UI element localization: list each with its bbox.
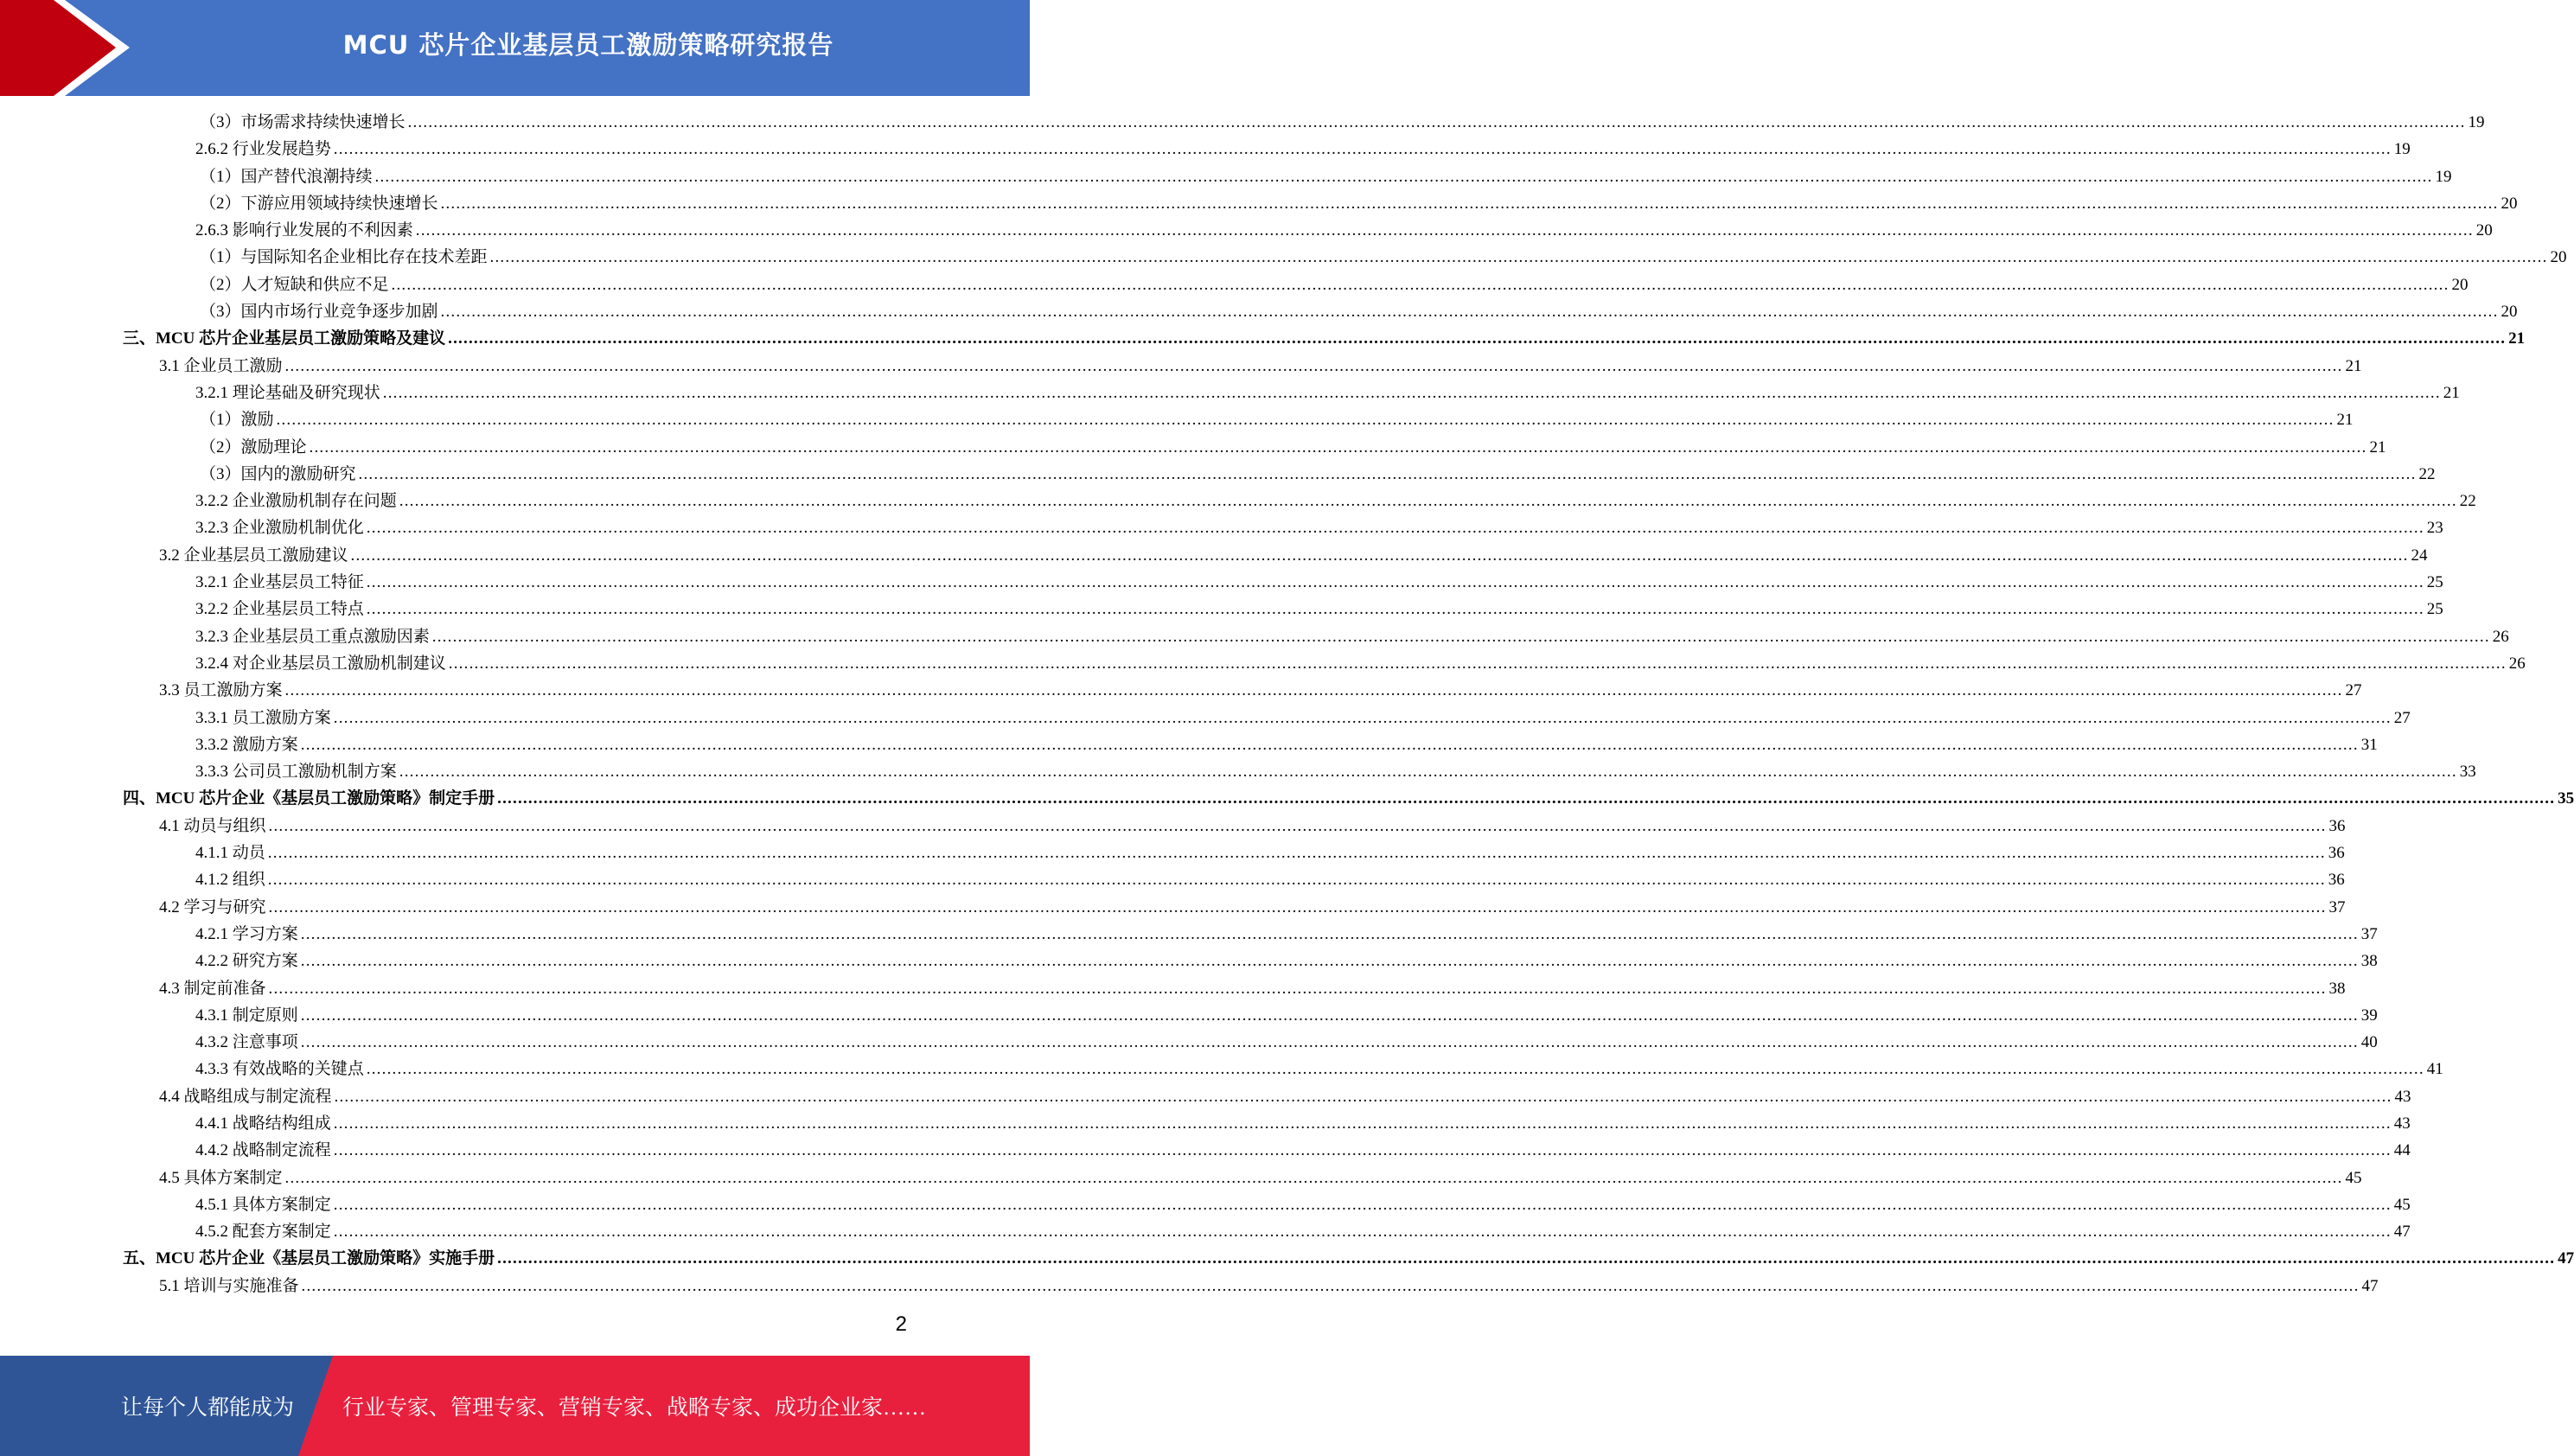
toc-entry[interactable] <box>123 1002 2378 1029</box>
toc-entry-page: 43 <box>2393 1114 2411 1133</box>
toc-entry-page: 25 <box>2426 600 2443 619</box>
toc-entry[interactable] <box>123 461 2436 488</box>
toc-entry-page: 40 <box>2360 1033 2378 1052</box>
toc-entry-label: 3.3.2 激励方案 <box>195 735 298 754</box>
toc-leader-dots: ................................................................................................................................................................................................................................................................................................................................................................................................................ <box>333 1195 2392 1214</box>
toc-leader-dots: ................................................................................................................................................................................................................................................................................................................................................................................................................ <box>268 897 2327 916</box>
toc-entry[interactable] <box>123 1245 2574 1272</box>
toc-entry-page: 31 <box>2360 735 2378 754</box>
toc-entry[interactable] <box>123 813 2346 840</box>
toc-leader-dots: ................................................................................................................................................................................................................................................................................................................................................................................................................ <box>300 924 2359 943</box>
toc-entry-label: 4.5.2 配套方案制定 <box>195 1223 331 1242</box>
toc-entry-label: 3.1 企业员工激励 <box>159 356 283 375</box>
toc-entry-page: 44 <box>2393 1141 2411 1160</box>
toc-entry-label: 4.4 战略组成与制定流程 <box>159 1087 332 1106</box>
toc-entry[interactable] <box>123 596 2443 623</box>
page-header <box>0 0 1030 96</box>
page-footer <box>0 1356 1030 1456</box>
toc-entry-page: 43 <box>2394 1087 2411 1106</box>
toc-leader-dots: ................................................................................................................................................................................................................................................................................................................................................................................................................ <box>415 221 2474 240</box>
toc-entry-label: 3.3.3 公司员工激励机制方案 <box>195 763 397 782</box>
toc-leader-dots: ................................................................................................................................................................................................................................................................................................................................................................................................................ <box>267 844 2326 863</box>
toc-leader-dots: ................................................................................................................................................................................................................................................................................................................................................................................................................ <box>366 1060 2424 1079</box>
toc-leader-dots: ................................................................................................................................................................................................................................................................................................................................................................................................................ <box>399 763 2457 782</box>
toc-leader-dots: ................................................................................................................................................................................................................................................................................................................................................................................................................ <box>440 303 2499 322</box>
toc-leader-dots: ................................................................................................................................................................................................................................................................................................................................................................................................................ <box>268 816 2327 835</box>
toc-entry[interactable] <box>123 434 2386 461</box>
toc-entry-label: 4.5 具体方案制定 <box>159 1168 283 1187</box>
toc-entry-label: 4.3.1 制定原则 <box>195 1006 298 1025</box>
toc-leader-dots: ................................................................................................................................................................................................................................................................................................................................................................................................................ <box>333 708 2392 727</box>
toc-entry-page: 26 <box>2508 654 2526 673</box>
toc-entry-label: （2）激励理论 <box>200 437 307 457</box>
toc-entry[interactable] <box>123 542 2428 569</box>
toc-leader-dots: ................................................................................................................................................................................................................................................................................................................................................................................................................ <box>440 194 2499 213</box>
toc-entry-label: 4.2.1 学习方案 <box>195 924 298 943</box>
toc-entry-label: （2）人才短缺和供应不足 <box>200 275 389 294</box>
toc-leader-dots: ................................................................................................................................................................................................................................................................................................................................................................................................................ <box>300 952 2359 971</box>
toc-entry[interactable] <box>123 353 2362 380</box>
toc-entry-page: 22 <box>2418 464 2436 483</box>
toc-entry[interactable] <box>123 1218 2411 1245</box>
toc-entry-label: 三、MCU 芯片企业基层员工激励策略及建议 <box>123 329 446 348</box>
toc-entry[interactable] <box>123 325 2526 352</box>
page-number: 2 <box>895 1312 907 1336</box>
toc-entry-label: 4.3.2 注意事项 <box>195 1033 298 1052</box>
toc-entry-label: 2.6.2 行业发展趋势 <box>195 140 331 159</box>
toc-entry-page: 27 <box>2345 681 2362 700</box>
toc-entry[interactable] <box>123 866 2345 893</box>
toc-entry-page: 41 <box>2426 1060 2443 1079</box>
toc-leader-dots: ................................................................................................................................................................................................................................................................................................................................................................................................................ <box>374 167 2433 186</box>
toc-leader-dots: ................................................................................................................................................................................................................................................................................................................................................................................................................ <box>284 681 2343 700</box>
toc-entry-page: 23 <box>2426 519 2443 538</box>
toc-entry-label: （1）国产替代浪潮持续 <box>200 167 373 186</box>
toc-leader-dots: ................................................................................................................................................................................................................................................................................................................................................................................................................ <box>333 1141 2392 1160</box>
toc-entry[interactable] <box>123 1137 2411 1164</box>
toc-entry-page: 20 <box>2451 275 2469 294</box>
footer-slogan-right: 行业专家、管理专家、营销专家、战略专家、成功企业家…… <box>342 1396 927 1420</box>
toc-entry-label: 3.2.1 企业基层员工特征 <box>195 573 364 592</box>
toc-entry-label: （3）国内的激励研究 <box>200 464 356 483</box>
toc-entry[interactable] <box>123 406 2354 433</box>
toc-entry-label: 3.2.1 理论基础及研究现状 <box>195 383 380 402</box>
toc-leader-dots: ................................................................................................................................................................................................................................................................................................................................................................................................................ <box>448 654 2507 673</box>
toc-leader-dots: ................................................................................................................................................................................................................................................................................................................................................................................................................ <box>489 248 2548 267</box>
toc-entry-label: 3.2.3 企业基层员工重点激励因素 <box>195 627 430 646</box>
toc-entry-label: 2.6.3 影响行业发展的不利因素 <box>195 221 413 240</box>
toc-entry-label: 3.2.2 企业基层员工特点 <box>195 600 364 619</box>
toc-entry-label: 4.1 动员与组织 <box>159 816 266 835</box>
toc-leader-dots: ................................................................................................................................................................................................................................................................................................................................................................................................................ <box>366 519 2424 538</box>
toc-entry[interactable] <box>123 136 2411 163</box>
toc-leader-dots: ................................................................................................................................................................................................................................................................................................................................................................................................................ <box>431 627 2490 646</box>
toc-leader-dots: ................................................................................................................................................................................................................................................................................................................................................................................................................ <box>333 140 2392 159</box>
toc-leader-dots: ................................................................................................................................................................................................................................................................................................................................................................................................................ <box>300 735 2359 754</box>
toc-leader-dots: ................................................................................................................................................................................................................................................................................................................................................................................................................ <box>350 546 2409 565</box>
toc-entry-page: 38 <box>2328 979 2346 998</box>
toc-entry[interactable] <box>123 271 2469 298</box>
toc-entry-page: 19 <box>2468 113 2485 131</box>
toc-entry[interactable] <box>123 488 2476 514</box>
toc-leader-dots: ................................................................................................................................................................................................................................................................................................................................................................................................................ <box>309 437 2367 457</box>
toc-entry-page: 21 <box>2369 437 2386 457</box>
toc-entry-page: 22 <box>2459 492 2476 511</box>
toc-entry[interactable] <box>123 1110 2411 1137</box>
toc-leader-dots: ................................................................................................................................................................................................................................................................................................................................................................................................................ <box>399 492 2457 511</box>
toc-leader-dots: ................................................................................................................................................................................................................................................................................................................................................................................................................ <box>284 356 2343 375</box>
toc-entry-label: （1）激励 <box>200 411 274 430</box>
toc-leader-dots: ................................................................................................................................................................................................................................................................................................................................................................................................................ <box>333 1114 2392 1133</box>
toc-entry-label: 3.2.2 企业激励机制存在问题 <box>195 492 397 511</box>
toc-entry-page: 21 <box>2336 411 2354 430</box>
toc-entry[interactable] <box>123 1191 2411 1218</box>
toc-entry-label: 4.1.2 组织 <box>195 871 265 890</box>
toc-entry-page: 19 <box>2393 140 2411 159</box>
toc-entry[interactable] <box>123 514 2443 541</box>
toc-leader-dots: ................................................................................................................................................................................................................................................................................................................................................................................................................ <box>358 464 2417 483</box>
toc-entry[interactable] <box>123 921 2378 948</box>
toc-entry[interactable] <box>123 650 2526 677</box>
toc-entry-page: 47 <box>2361 1276 2379 1295</box>
toc-entry[interactable] <box>123 677 2362 704</box>
toc-leader-dots: ................................................................................................................................................................................................................................................................................................................................................................................................................ <box>300 1033 2359 1052</box>
toc-entry-page: 21 <box>2508 329 2526 348</box>
toc-entry[interactable] <box>123 163 2452 190</box>
toc-entry-page: 35 <box>2558 789 2574 808</box>
toc-entry-label: 4.2.2 研究方案 <box>195 952 298 971</box>
toc-leader-dots: ................................................................................................................................................................................................................................................................................................................................................................................................................ <box>301 1276 2360 1295</box>
toc-entry-label: 3.2.4 对企业基层员工激励机制建议 <box>195 654 446 673</box>
toc-entry-label: 4.2 学习与研究 <box>159 897 266 916</box>
toc-entry-page: 45 <box>2345 1168 2362 1187</box>
toc-entry-page: 37 <box>2328 897 2346 916</box>
toc-entry-page: 26 <box>2492 627 2509 646</box>
toc-entry[interactable] <box>123 1083 2411 1110</box>
toc-entry-page: 20 <box>2501 303 2518 322</box>
toc-entry-label: 4.4.1 战略结构组成 <box>195 1114 331 1133</box>
toc-entry-label: 4.4.2 战略制定流程 <box>195 1141 331 1160</box>
toc-leader-dots: ................................................................................................................................................................................................................................................................................................................................................................................................................ <box>448 329 2507 348</box>
toc-leader-dots: ................................................................................................................................................................................................................................................................................................................................................................................................................ <box>333 1223 2392 1242</box>
toc-entry-page: 36 <box>2328 816 2346 835</box>
toc-entry-page: 37 <box>2360 924 2378 943</box>
toc-entry-label: （3）国内市场行业竞争逐步加剧 <box>200 303 438 322</box>
toc-leader-dots: ................................................................................................................................................................................................................................................................................................................................................................................................................ <box>300 1006 2359 1025</box>
toc-entry-page: 45 <box>2393 1195 2411 1214</box>
toc-entry-label: （3）市场需求持续快速增长 <box>200 113 406 131</box>
toc-entry-page: 36 <box>2328 871 2345 890</box>
toc-entry-label: 3.2 企业基层员工激励建议 <box>159 546 348 565</box>
table-of-contents <box>123 109 2574 1300</box>
toc-entry[interactable] <box>123 623 2509 650</box>
toc-entry-label: （1）与国际知名企业相比存在技术差距 <box>200 248 488 267</box>
toc-entry-label: 3.3 员工激励方案 <box>159 681 283 700</box>
toc-entry[interactable] <box>123 894 2346 921</box>
toc-leader-dots: ................................................................................................................................................................................................................................................................................................................................................................................................................ <box>407 113 2466 131</box>
toc-entry[interactable] <box>123 1029 2378 1056</box>
toc-entry[interactable] <box>123 217 2493 244</box>
toc-entry-label: 四、MCU 芯片企业《基层员工激励策略》制定手册 <box>123 789 495 808</box>
toc-leader-dots: ................................................................................................................................................................................................................................................................................................................................................................................................................ <box>284 1168 2343 1187</box>
toc-leader-dots: ................................................................................................................................................................................................................................................................................................................................................................................................................ <box>267 871 2326 890</box>
toc-entry-page: 33 <box>2459 763 2476 782</box>
toc-leader-dots: ................................................................................................................................................................................................................................................................................................................................................................................................................ <box>366 600 2424 619</box>
toc-entry-label: 五、MCU 芯片企业《基层员工激励策略》实施手册 <box>123 1249 495 1268</box>
toc-entry-label: 4.3 制定前准备 <box>159 979 266 998</box>
toc-entry-page: 47 <box>2558 1249 2574 1268</box>
toc-entry-label: 4.5.1 具体方案制定 <box>195 1195 331 1214</box>
toc-entry[interactable] <box>123 705 2411 731</box>
header-title: MCU 芯片企业基层员工激励策略研究报告 <box>342 30 834 60</box>
toc-entry[interactable] <box>123 731 2378 758</box>
toc-entry-label: 3.3.1 员工激励方案 <box>195 708 331 727</box>
toc-leader-dots: ................................................................................................................................................................................................................................................................................................................................................................................................................ <box>391 275 2449 294</box>
toc-entry[interactable] <box>123 109 2485 136</box>
toc-entry-page: 20 <box>2475 221 2493 240</box>
toc-entry-page: 25 <box>2426 573 2443 592</box>
toc-entry-label: 4.3.3 有效战略的关键点 <box>195 1060 364 1079</box>
toc-entry-page: 27 <box>2393 708 2411 727</box>
toc-entry-page: 24 <box>2411 546 2428 565</box>
toc-entry[interactable] <box>123 1056 2443 1082</box>
toc-entry-page: 39 <box>2360 1006 2378 1025</box>
toc-entry-page: 38 <box>2360 952 2378 971</box>
toc-entry[interactable] <box>123 1273 2379 1300</box>
toc-leader-dots: ................................................................................................................................................................................................................................................................................................................................................................................................................ <box>382 383 2441 402</box>
toc-entry-page: 36 <box>2328 844 2345 863</box>
toc-entry-label: 5.1 培训与实施准备 <box>159 1276 299 1295</box>
toc-entry[interactable] <box>123 840 2345 866</box>
toc-leader-dots: ................................................................................................................................................................................................................................................................................................................................................................................................................ <box>497 1249 2556 1268</box>
toc-entry-label: 4.1.1 动员 <box>195 844 265 863</box>
toc-leader-dots: ................................................................................................................................................................................................................................................................................................................................................................................................................ <box>268 979 2327 998</box>
toc-entry[interactable] <box>123 569 2443 596</box>
toc-entry[interactable] <box>123 298 2518 325</box>
toc-entry[interactable] <box>123 244 2567 271</box>
toc-entry-label: （2）下游应用领域持续快速增长 <box>200 194 438 213</box>
toc-entry[interactable] <box>123 975 2346 1002</box>
toc-entry-page: 20 <box>2501 194 2518 213</box>
toc-entry-page: 19 <box>2435 167 2452 186</box>
toc-leader-dots: ................................................................................................................................................................................................................................................................................................................................................................................................................ <box>497 789 2556 808</box>
toc-entry-label: 3.2.3 企业激励机制优化 <box>195 519 364 538</box>
toc-entry[interactable] <box>123 380 2460 406</box>
toc-leader-dots: ................................................................................................................................................................................................................................................................................................................................................................................................................ <box>276 411 2334 430</box>
toc-entry[interactable] <box>123 758 2476 785</box>
toc-entry-page: 21 <box>2345 356 2362 375</box>
toc-entry-page: 21 <box>2443 383 2460 402</box>
toc-leader-dots: ................................................................................................................................................................................................................................................................................................................................................................................................................ <box>334 1087 2392 1106</box>
toc-entry[interactable] <box>123 785 2574 812</box>
header-arrow <box>0 0 116 96</box>
toc-entry-page: 20 <box>2550 248 2567 267</box>
footer-slogan-left: 让每个人都能成为 <box>121 1396 295 1420</box>
toc-entry[interactable] <box>123 948 2378 974</box>
toc-leader-dots: ................................................................................................................................................................................................................................................................................................................................................................................................................ <box>366 573 2424 592</box>
toc-entry-page: 47 <box>2393 1223 2411 1242</box>
toc-entry[interactable] <box>123 190 2518 217</box>
toc-entry[interactable] <box>123 1165 2362 1191</box>
